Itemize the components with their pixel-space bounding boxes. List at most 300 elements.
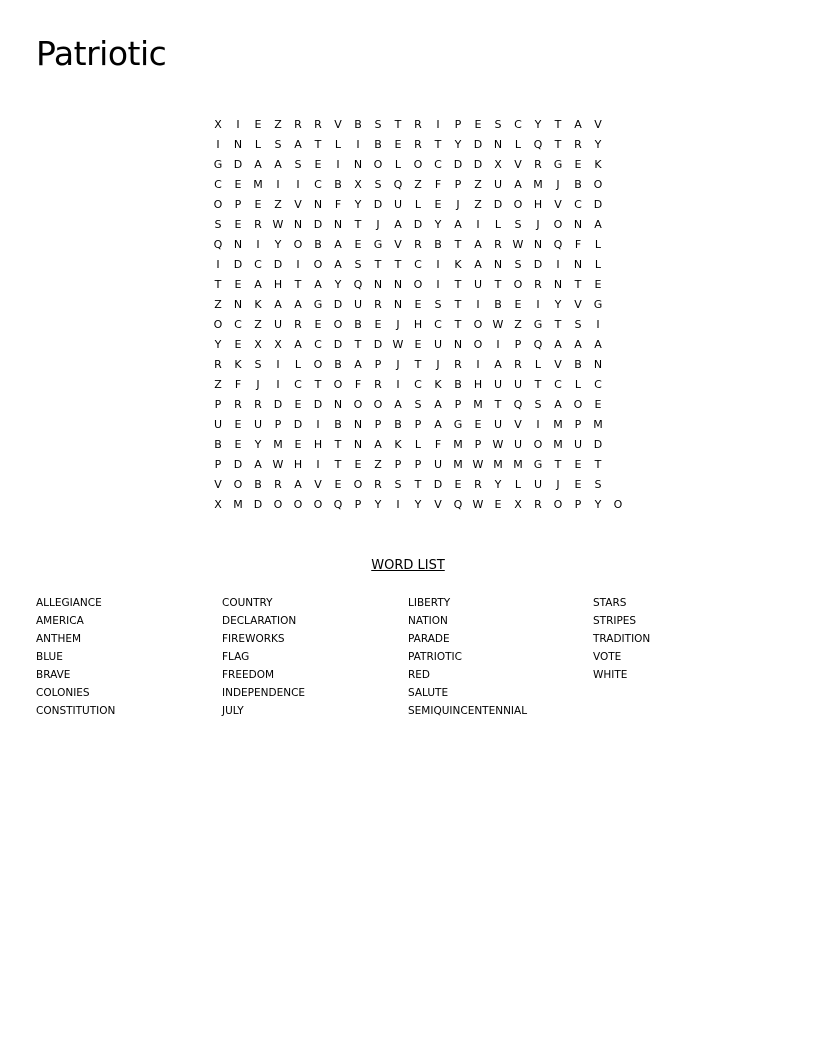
grid-letter: H (533, 198, 543, 211)
grid-letter: O (413, 158, 423, 171)
grid-letter: I (256, 238, 260, 251)
grid-letter: P (514, 338, 522, 351)
grid-letter: Y (254, 438, 262, 451)
grid-letter: R (214, 358, 222, 371)
grid-letter: I (216, 258, 220, 271)
grid-letter: S (414, 398, 422, 411)
grid-letter: Y (594, 138, 602, 151)
grid-letter: N (553, 278, 563, 291)
grid-letter: U (353, 298, 363, 311)
grid-letter: E (254, 118, 262, 131)
grid-letter: Q (393, 178, 403, 191)
grid-letter: M (533, 178, 543, 191)
grid-letter: O (553, 218, 563, 231)
grid-letter: H (413, 318, 423, 331)
grid-letter: I (436, 278, 440, 291)
grid-letter: R (234, 398, 242, 411)
grid-letter: O (333, 378, 343, 391)
grid-letter: S (514, 258, 522, 271)
grid-letter: R (414, 238, 422, 251)
grid-letter: T (414, 478, 422, 491)
grid-letter: R (534, 278, 542, 291)
grid-letter: O (513, 198, 523, 211)
grid-letter: A (314, 278, 322, 291)
word-list-item: CONSTITUTION (36, 705, 116, 717)
grid-letter: M (553, 418, 563, 431)
grid-letter: R (274, 478, 282, 491)
grid-letter: S (394, 478, 402, 491)
grid-letter: M (553, 438, 563, 451)
grid-letter: N (233, 138, 243, 151)
grid-letter: E (514, 298, 522, 311)
grid-letter: A (474, 238, 482, 251)
grid-letter: F (334, 198, 342, 211)
grid-row (208, 275, 628, 295)
grid-letter: T (354, 218, 362, 231)
word-list-item: BRAVE (36, 669, 71, 681)
grid-letter: P (374, 358, 382, 371)
grid-letter: S (514, 218, 522, 231)
grid-letter: C (554, 378, 562, 391)
grid-letter: H (313, 438, 323, 451)
grid-letter: I (276, 378, 280, 391)
grid-letter: C (254, 258, 262, 271)
word-list-item: BLUE (36, 651, 63, 663)
grid-letter: J (396, 318, 400, 331)
grid-letter: N (493, 138, 503, 151)
grid-letter: N (393, 298, 403, 311)
grid-letter: U (573, 438, 583, 451)
grid-letter: E (334, 478, 342, 491)
grid-letter: R (494, 238, 502, 251)
grid-letter: S (374, 118, 382, 131)
grid-letter: O (473, 338, 483, 351)
grid-letter: I (316, 458, 320, 471)
grid-letter: D (593, 438, 603, 451)
grid-letter: T (314, 138, 322, 151)
grid-letter: D (233, 258, 243, 271)
grid-row (208, 375, 628, 395)
grid-letter: U (393, 198, 403, 211)
grid-letter: T (354, 338, 362, 351)
grid-letter: E (314, 158, 322, 171)
grid-letter: M (593, 418, 603, 431)
grid-letter: Y (554, 298, 562, 311)
grid-letter: N (313, 198, 323, 211)
grid-letter: Y (594, 498, 602, 511)
word-list-item: LIBERTY (408, 597, 451, 609)
grid-letter: T (554, 458, 562, 471)
word-list-item: SEMIQUINCENTENNIAL (408, 705, 528, 717)
grid-letter: V (294, 198, 302, 211)
word-list-item: STRIPES (593, 615, 637, 627)
grid-letter: I (436, 118, 440, 131)
grid-letter: F (434, 438, 442, 451)
grid-letter: W (512, 238, 524, 251)
grid-row (208, 475, 628, 495)
word-list-item: WHITE (593, 669, 628, 681)
grid-letter: R (374, 378, 382, 391)
grid-letter: P (454, 178, 462, 191)
word-list-item: PARADE (408, 633, 450, 645)
grid-letter: B (394, 418, 402, 431)
grid-letter: P (414, 458, 422, 471)
grid-letter: T (314, 378, 322, 391)
word-list-item: DECLARATION (222, 615, 297, 627)
grid-letter: O (273, 498, 283, 511)
grid-letter: I (296, 178, 300, 191)
grid-letter: P (274, 418, 282, 431)
grid-row (208, 115, 628, 135)
grid-letter: Y (494, 478, 502, 491)
grid-letter: T (394, 118, 402, 131)
grid-letter: C (314, 338, 322, 351)
grid-letter: F (434, 178, 442, 191)
grid-letter: D (233, 158, 243, 171)
grid-letter: P (454, 118, 462, 131)
grid-row (208, 155, 628, 175)
grid-letter: M (273, 438, 283, 451)
grid-letter: L (414, 438, 422, 451)
grid-letter: A (354, 358, 362, 371)
grid-letter: A (254, 458, 262, 471)
grid-letter: J (456, 198, 460, 211)
grid-letter: S (374, 178, 382, 191)
grid-letter: T (454, 318, 462, 331)
grid-letter: C (314, 178, 322, 191)
grid-letter: L (514, 478, 522, 491)
grid-letter: N (353, 438, 363, 451)
grid-letter: E (294, 438, 302, 451)
word-list-item: ANTHEM (36, 633, 82, 645)
grid-letter: W (392, 338, 404, 351)
grid-letter: G (313, 298, 323, 311)
grid-letter: A (274, 158, 282, 171)
grid-letter: N (333, 218, 343, 231)
grid-letter: K (394, 438, 402, 451)
grid-letter: U (433, 338, 443, 351)
word-list-column-4 (593, 594, 778, 684)
grid-letter: C (594, 378, 602, 391)
grid-letter: R (534, 158, 542, 171)
grid-letter: O (213, 318, 223, 331)
grid-letter: O (313, 498, 323, 511)
grid-letter: D (233, 458, 243, 471)
grid-row (208, 135, 628, 155)
grid-letter: N (393, 278, 403, 291)
grid-letter: O (213, 198, 223, 211)
grid-letter: Z (474, 198, 482, 211)
grid-letter: I (476, 298, 480, 311)
grid-row (208, 455, 628, 475)
grid-letter: R (374, 298, 382, 311)
grid-letter: O (473, 318, 483, 331)
grid-letter: Y (374, 498, 382, 511)
page-title: Patriotic (36, 34, 167, 73)
grid-letter: W (472, 458, 484, 471)
grid-letter: E (234, 218, 242, 231)
grid-letter: G (213, 158, 223, 171)
grid-letter: S (594, 478, 602, 491)
grid-letter: O (293, 238, 303, 251)
grid-letter: O (373, 398, 383, 411)
grid-letter: S (574, 318, 582, 331)
grid-letter: C (414, 258, 422, 271)
word-list-item: PATRIOTIC (408, 651, 462, 663)
word-list-item: FIREWORKS (222, 633, 285, 645)
grid-letter: D (373, 338, 383, 351)
grid-letter: T (554, 318, 562, 331)
grid-letter: I (396, 498, 400, 511)
grid-row (208, 175, 628, 195)
grid-letter: G (593, 298, 603, 311)
grid-letter: J (556, 478, 560, 491)
grid-letter: X (214, 118, 222, 131)
grid-letter: I (496, 338, 500, 351)
word-list-item: COLONIES (36, 687, 90, 699)
grid-row (208, 195, 628, 215)
grid-letter: R (514, 358, 522, 371)
grid-letter: N (573, 218, 583, 231)
grid-letter: K (234, 358, 242, 371)
grid-letter: R (534, 498, 542, 511)
grid-letter: Y (354, 198, 362, 211)
grid-letter: I (356, 138, 360, 151)
grid-letter: W (492, 318, 504, 331)
grid-letter: Y (534, 118, 542, 131)
grid-letter: I (536, 418, 540, 431)
grid-letter: Z (274, 118, 282, 131)
grid-letter: U (513, 438, 523, 451)
word-list-item: FREEDOM (222, 669, 275, 681)
grid-row (208, 255, 628, 275)
grid-letter: J (256, 378, 260, 391)
grid-letter: A (574, 118, 582, 131)
grid-row (208, 215, 628, 235)
word-list-item: STARS (593, 597, 627, 609)
grid-letter: L (494, 218, 502, 231)
grid-letter: O (533, 438, 543, 451)
grid-row (208, 495, 628, 515)
grid-letter: M (233, 498, 243, 511)
grid-letter: A (594, 218, 602, 231)
grid-row (208, 395, 628, 415)
grid-letter: X (494, 158, 502, 171)
grid-letter: E (494, 498, 502, 511)
grid-letter: E (454, 478, 462, 491)
grid-letter: A (394, 218, 402, 231)
grid-letter: H (473, 378, 483, 391)
grid-row (208, 435, 628, 455)
grid-letter: N (353, 158, 363, 171)
grid-letter: U (433, 458, 443, 471)
grid-letter: L (594, 238, 602, 251)
grid-letter: R (574, 138, 582, 151)
grid-letter: P (214, 458, 222, 471)
grid-letter: Y (414, 498, 422, 511)
grid-letter: B (214, 438, 222, 451)
grid-row (208, 415, 628, 435)
grid-letter: B (354, 318, 362, 331)
grid-letter: G (453, 418, 463, 431)
grid-letter: Y (274, 238, 282, 251)
grid-letter: R (254, 398, 262, 411)
grid-letter: I (476, 218, 480, 231)
grid-letter: E (474, 418, 482, 431)
grid-letter: N (593, 358, 603, 371)
grid-letter: B (314, 238, 322, 251)
grid-letter: I (476, 358, 480, 371)
grid-letter: E (234, 178, 242, 191)
grid-letter: U (273, 318, 283, 331)
grid-letter: U (513, 378, 523, 391)
grid-letter: I (216, 138, 220, 151)
word-list-item: NATION (408, 615, 448, 627)
grid-letter: X (514, 498, 522, 511)
grid-letter: N (373, 278, 383, 291)
grid-letter: D (333, 338, 343, 351)
grid-letter: B (334, 358, 342, 371)
grid-letter: K (594, 158, 602, 171)
grid-letter: R (414, 138, 422, 151)
grid-letter: E (414, 338, 422, 351)
grid-letter: T (374, 258, 382, 271)
grid-letter: Y (434, 218, 442, 231)
grid-letter: R (254, 218, 262, 231)
grid-letter: E (394, 138, 402, 151)
grid-letter: A (294, 478, 302, 491)
grid-letter: Q (513, 398, 523, 411)
word-list-item: TRADITION (593, 633, 651, 645)
grid-letter: O (553, 498, 563, 511)
grid-letter: E (474, 118, 482, 131)
grid-letter: U (493, 418, 503, 431)
grid-letter: L (334, 138, 342, 151)
grid-letter: A (334, 258, 342, 271)
grid-letter: Z (254, 318, 262, 331)
grid-letter: M (453, 458, 463, 471)
grid-letter: G (373, 238, 383, 251)
grid-letter: T (494, 278, 502, 291)
grid-letter: D (273, 398, 283, 411)
grid-letter: A (474, 258, 482, 271)
word-list-item: AMERICA (36, 615, 84, 627)
grid-letter: T (214, 278, 222, 291)
grid-letter: Q (353, 278, 363, 291)
grid-letter: V (214, 478, 222, 491)
grid-letter: E (414, 298, 422, 311)
grid-letter: I (596, 318, 600, 331)
grid-letter: O (353, 478, 363, 491)
grid-row (208, 315, 628, 335)
word-list-item: JULY (222, 705, 244, 717)
grid-letter: O (613, 498, 623, 511)
grid-letter: D (473, 138, 483, 151)
grid-letter: A (394, 398, 402, 411)
word-list-item: VOTE (593, 651, 622, 663)
grid-letter: T (554, 118, 562, 131)
grid-letter: R (374, 478, 382, 491)
grid-letter: F (234, 378, 242, 391)
grid-letter: E (374, 318, 382, 331)
grid-letter: A (454, 218, 462, 231)
grid-letter: V (554, 358, 562, 371)
grid-letter: A (274, 298, 282, 311)
grid-letter: I (236, 118, 240, 131)
grid-letter: L (294, 358, 302, 371)
grid-letter: P (414, 418, 422, 431)
grid-letter: R (314, 118, 322, 131)
grid-letter: A (434, 418, 442, 431)
word-list-item: COUNTRY (222, 597, 273, 609)
grid-letter: R (294, 118, 302, 131)
grid-letter: Y (454, 138, 462, 151)
grid-letter: D (273, 258, 283, 271)
grid-letter: O (333, 318, 343, 331)
grid-letter: T (454, 298, 462, 311)
word-list-column-3 (408, 594, 593, 720)
grid-letter: J (376, 218, 380, 231)
grid-letter: A (434, 398, 442, 411)
grid-letter: S (354, 258, 362, 271)
grid-letter: T (454, 238, 462, 251)
grid-letter: Z (474, 178, 482, 191)
grid-letter: D (313, 218, 323, 231)
grid-letter: G (533, 318, 543, 331)
grid-letter: Q (453, 498, 463, 511)
grid-letter: E (234, 278, 242, 291)
grid-letter: R (414, 118, 422, 131)
grid-letter: T (294, 278, 302, 291)
grid-letter: W (472, 498, 484, 511)
grid-letter: P (214, 398, 222, 411)
grid-letter: P (454, 398, 462, 411)
grid-letter: I (316, 418, 320, 431)
grid-letter: H (293, 458, 303, 471)
grid-letter: L (594, 258, 602, 271)
grid-letter: A (334, 238, 342, 251)
grid-letter: S (214, 218, 222, 231)
word-list-item: FLAG (222, 651, 250, 663)
grid-letter: T (534, 378, 542, 391)
grid-letter: T (334, 438, 342, 451)
grid-letter: T (334, 458, 342, 471)
grid-letter: Z (214, 298, 222, 311)
grid-letter: C (434, 158, 442, 171)
grid-letter: E (254, 198, 262, 211)
grid-letter: E (294, 398, 302, 411)
grid-letter: C (514, 118, 522, 131)
grid-letter: P (394, 458, 402, 471)
grid-letter: O (313, 258, 323, 271)
grid-row (208, 235, 628, 255)
grid-letter: N (573, 258, 583, 271)
grid-letter: B (434, 238, 442, 251)
grid-letter: V (434, 498, 442, 511)
grid-letter: M (473, 398, 483, 411)
grid-letter: R (454, 358, 462, 371)
grid-letter: L (514, 138, 522, 151)
grid-letter: T (494, 398, 502, 411)
grid-letter: T (554, 138, 562, 151)
grid-letter: D (533, 258, 543, 271)
grid-letter: V (514, 418, 522, 431)
grid-letter: A (574, 338, 582, 351)
grid-letter: B (334, 418, 342, 431)
grid-letter: N (533, 238, 543, 251)
grid-letter: O (413, 278, 423, 291)
grid-letter: O (593, 178, 603, 191)
